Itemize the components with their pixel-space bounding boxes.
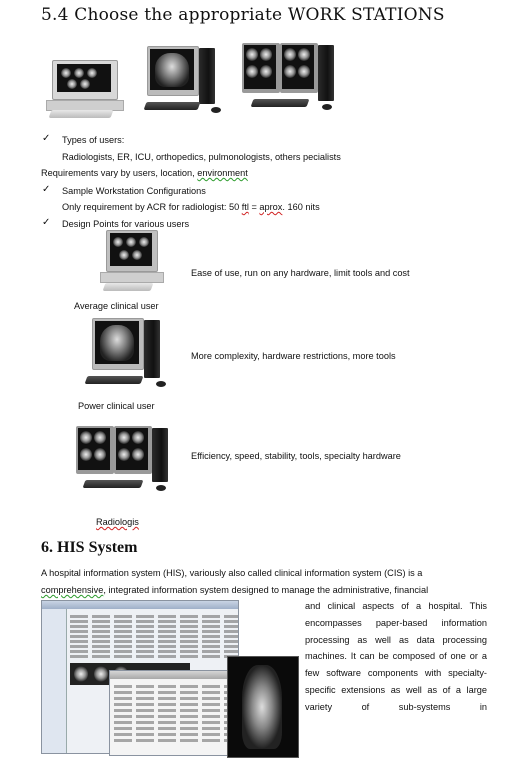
his-software-screenshot — [41, 600, 297, 757]
acr-text-c: . 160 nits — [282, 202, 320, 212]
workstation-caption-power: Power clinical user — [78, 401, 155, 411]
his-paragraph-line-1: A hospital information system (HIS), variously also called clinical information system (CIS) is a — [41, 568, 423, 578]
his-paragraph-side-text: and clinical aspects of a hospital. This encompasses paper-based information processing as well as data processing machines. It can be composed of one or a few software components with specialty-specific extensions as well as of a large variety of sub-systems in — [305, 601, 487, 712]
section-heading-his: 6. HIS System — [41, 539, 138, 556]
workstation-description-radiologist: Efficiency, speed, stability, tools, specialty hardware — [191, 451, 401, 461]
bullet-design-points: Design Points for various users — [62, 219, 190, 229]
workstation-image-radiologist-user — [74, 424, 174, 498]
checkmark-icon: ✓ — [42, 217, 51, 228]
workstation-image-average-user — [96, 230, 166, 296]
checkmark-icon: ✓ — [42, 184, 51, 195]
workstation-image-power — [135, 44, 230, 116]
bullet-sample-configurations: Sample Workstation Configurations — [62, 186, 206, 196]
workstation-image-power-user — [80, 314, 175, 392]
bullet-types-of-users: Types of users: — [62, 135, 125, 145]
section-heading-workstations: 5.4 Choose the appropriate WORK STATIONS — [41, 5, 445, 25]
requirements-environment-word: environment — [197, 168, 248, 178]
acr-text-b: = — [248, 202, 260, 212]
requirements-text: Requirements vary by users, location, — [41, 168, 198, 178]
his-paragraph-line-2 — [41, 584, 428, 596]
acr-text-ftl: ftl — [241, 202, 249, 212]
his-line-2-rest: , integrated information system designed to manage the administrative, financial — [103, 585, 429, 595]
workstation-description-average: Ease of use, run on any hardware, limit tools and cost — [191, 268, 410, 278]
requirements-line — [41, 167, 248, 179]
acr-text-aprox: aprox — [259, 202, 283, 212]
bullet-types-of-users-detail: Radiologists, ER, ICU, orthopedics, pulmonologists, others pecialists — [62, 152, 341, 162]
workstation-image-basic — [42, 60, 126, 120]
workstation-caption-average: Average clinical user — [74, 301, 159, 311]
comprehensive-word: comprehensive — [41, 585, 104, 595]
workstation-description-power: More complexity, hardware restrictions, more tools — [191, 351, 396, 361]
workstation-caption-radiologist: Radiologis — [96, 517, 139, 527]
acr-requirement-line — [62, 201, 320, 213]
acr-text-a: Only requirement by ACR for radiologist: 50 — [62, 202, 242, 212]
checkmark-icon: ✓ — [42, 133, 51, 144]
workstation-image-radiologist — [240, 41, 340, 115]
